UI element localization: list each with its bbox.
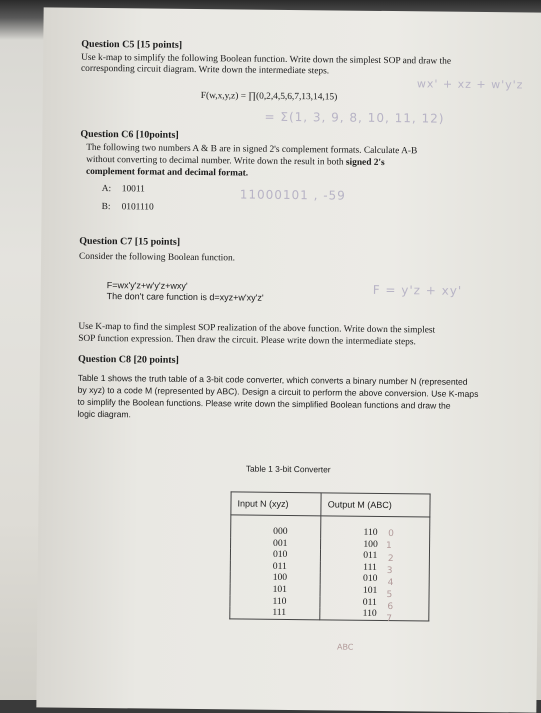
input-cell: 011 xyxy=(230,560,320,573)
c5-heading: Question C5 [15 points] xyxy=(81,38,183,51)
c6-text-line2: without converting to decimal number. Write down the result in both signed 2's xyxy=(86,154,385,168)
c5-text-line2: corresponding circuit diagram. Write down the intermediate steps. xyxy=(80,63,330,77)
column-header-input: Input N (xyz) xyxy=(231,492,322,516)
c8-text-line4: logic diagram. xyxy=(77,408,131,420)
c6-handwritten-answer: 11000101 , -59 xyxy=(239,187,346,203)
table-row xyxy=(230,607,429,621)
handwritten-mark: 3 xyxy=(386,566,393,577)
c7-text-line1: Consider the following Boolean function. xyxy=(79,251,236,264)
table-row xyxy=(231,515,430,539)
c5-function: F(w,x,y,z) = ∏(0,2,4,5,6,7,13,14,15) xyxy=(200,91,338,103)
c8-heading: Question C8 [20 points] xyxy=(77,353,179,366)
output-cell: 010 xyxy=(320,573,429,586)
c6-heading: Question C6 [10points] xyxy=(80,128,179,141)
input-cell: 010 xyxy=(230,549,320,562)
handwritten-mark: 4 xyxy=(387,578,394,589)
output-cell: 111 xyxy=(321,561,430,574)
paper-sheet xyxy=(36,7,541,712)
c6-a-value: 10011 xyxy=(121,184,145,195)
c8-text-line2: by xyz) to a code M (represented by ABC). Design a circuit to perform the above conversion. Use K-maps xyxy=(77,384,479,399)
c5-handwritten-answer: wx' + xz + w'y'z xyxy=(416,77,524,92)
handwritten-mark: 2 xyxy=(387,554,394,565)
input-cell: 111 xyxy=(230,607,320,620)
handwritten-mark: 7 xyxy=(386,614,393,625)
column-header-output: Output M (ABC) xyxy=(321,493,430,517)
input-cell: 001 xyxy=(231,537,321,550)
c8-text-line3: to simplify the Boolean functions. Please write down the simplified Boolean functions and draw the xyxy=(77,396,451,411)
handwritten-mark: 6 xyxy=(387,602,394,613)
c5-text-line1: Use k-map to simplify the following Boolean function. Write down the simplest SOP and draw the xyxy=(81,52,452,67)
c6-b-value: 0101110 xyxy=(121,202,154,213)
c6-text-line1: The following two numbers A & B are in signed 2's complement formats. Calculate A-B xyxy=(86,142,418,157)
output-cell: 101 xyxy=(320,584,429,597)
input-cell: 110 xyxy=(230,595,320,608)
c7-function: F=wx'y'z+w'y'z+wxy' xyxy=(106,280,188,291)
output-cell: 110 xyxy=(320,607,429,620)
handwritten-mark: 0 xyxy=(388,529,394,540)
output-cell: 011 xyxy=(320,596,429,609)
c7-text-line3: SOP function expression. Then draw the circuit. Please write down the intermediate steps. xyxy=(78,333,416,348)
handwritten-mark: 5 xyxy=(386,590,393,601)
c8-text-line1: Table 1 shows the truth table of a 3-bit code converter, which converts a binary number N (represented xyxy=(77,372,468,387)
table-caption: Table 1 3-bit Converter xyxy=(245,463,331,475)
c7-text-line2: Use K-map to find the simplest SOP realization of the above function. Write down the simplest xyxy=(78,321,436,336)
handwritten-mark: 1 xyxy=(386,541,392,552)
c7-handwritten-answer: F = y'z + xy' xyxy=(372,282,463,298)
input-cell: 000 xyxy=(231,515,322,538)
input-cell: 101 xyxy=(230,583,320,596)
c7-heading: Question C7 [15 points] xyxy=(79,235,181,248)
input-cell: 100 xyxy=(230,572,320,585)
c6-a-label: A: xyxy=(101,184,112,195)
converter-table xyxy=(229,491,430,621)
output-cell: 011 xyxy=(321,550,430,563)
c6-b-label: B: xyxy=(101,202,111,213)
output-cell: 110 xyxy=(321,516,430,539)
output-cell: 100 xyxy=(321,538,430,551)
handwritten-abc: ABC xyxy=(336,642,354,652)
c6-text-line3: complement format and decimal format. xyxy=(85,166,249,179)
c7-dont-care: The don't care function is d=xyz+w'xy'z' xyxy=(106,291,264,303)
c5-handwritten-sigma: = Σ(1, 3, 9, 8, 10, 11, 12) xyxy=(264,109,445,126)
